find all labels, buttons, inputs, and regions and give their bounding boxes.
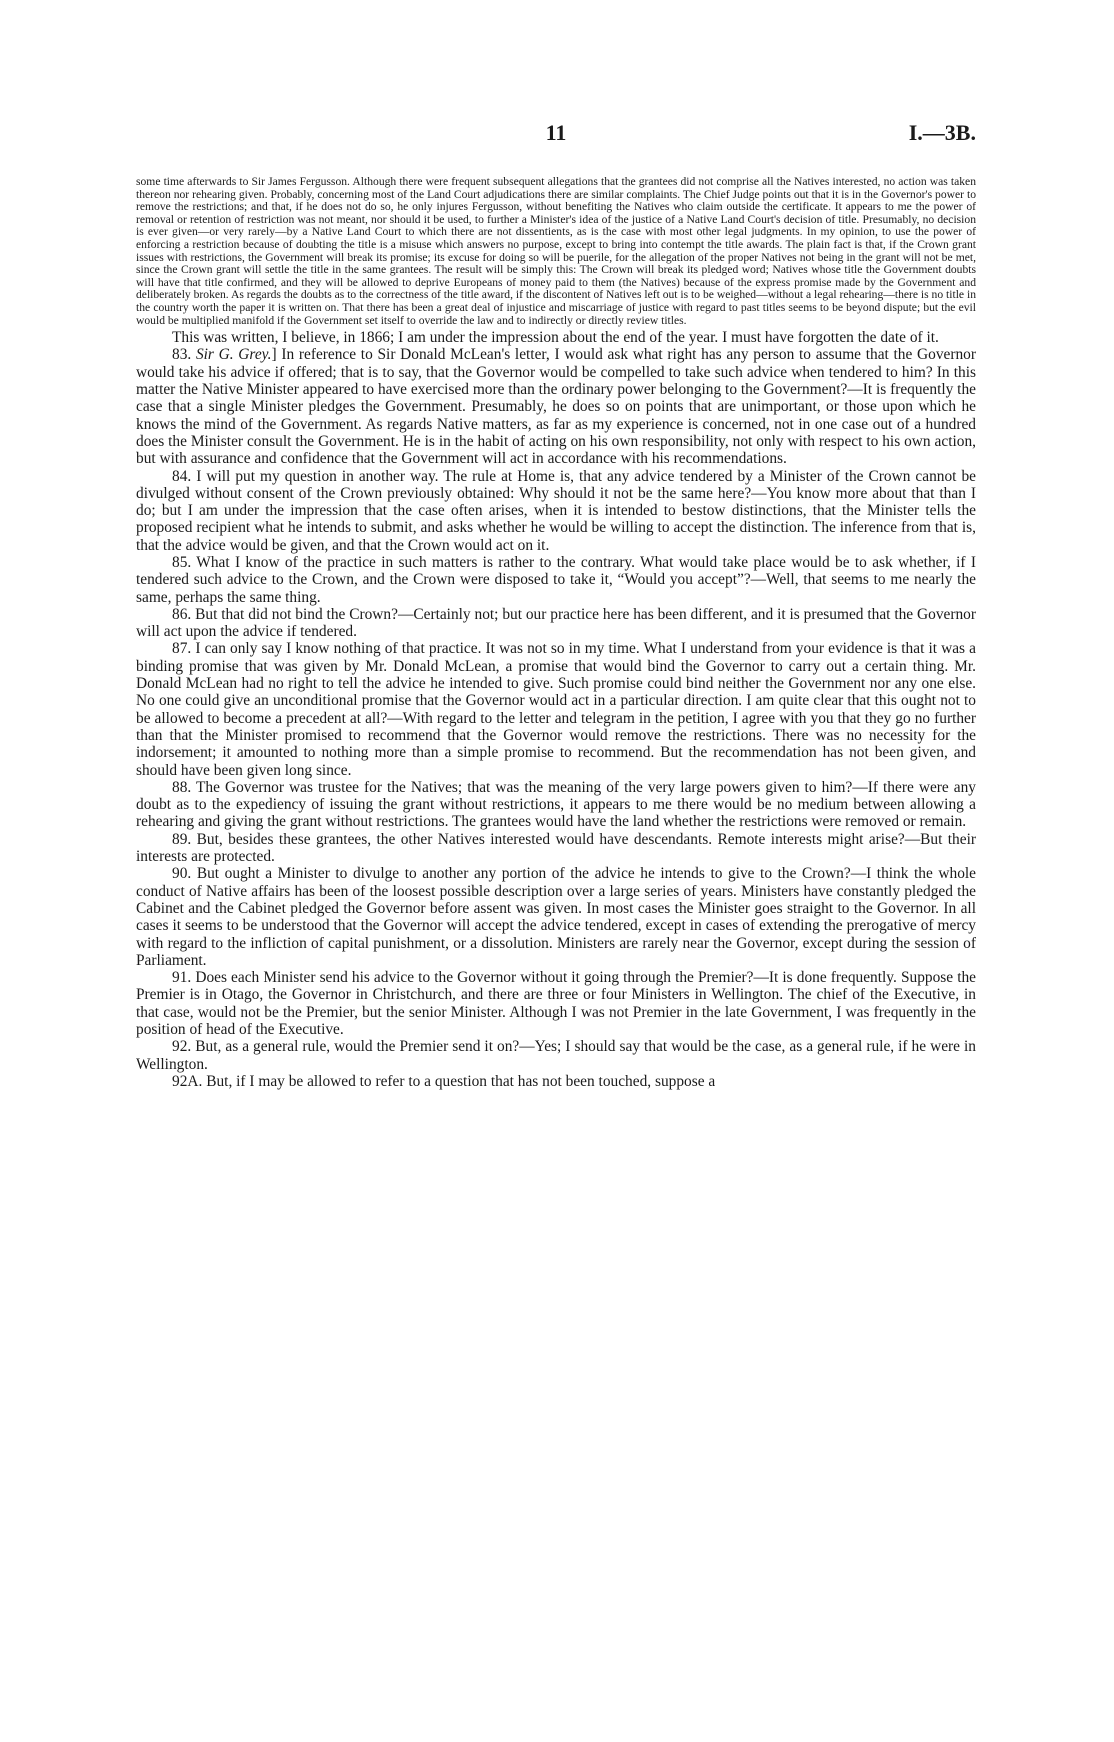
page-header [136, 120, 976, 148]
evidence-paragraph [136, 831, 976, 866]
evidence-paragraph [136, 329, 976, 346]
evidence-paragraph [136, 865, 976, 969]
question-number: 90. [172, 865, 197, 883]
page-number: 11 [545, 120, 567, 145]
question-number: 92A. [172, 1072, 207, 1090]
paragraph-text: But, as a general rule, would the Premier send it on?—Yes; I should say that would be the case, as a general rule, if he were in Wellington. [136, 1038, 976, 1073]
evidence-paragraph [136, 1073, 976, 1090]
document-reference: I.—3B. [908, 120, 976, 145]
question-number: 84. [172, 467, 197, 485]
paragraph-text: But that did not bind the Crown?—Certainly not; but our practice here has been different, and it is presumed that the Governor will act upon the advice if tendered. [136, 605, 976, 641]
question-number: 92. [172, 1038, 196, 1056]
evidence-paragraphs [136, 329, 976, 1090]
question-number: 89. [172, 830, 197, 848]
question-number: 91. [172, 969, 196, 987]
paragraph-text: Does each Minister send his advice to the Governor without it going through the Premier?—It is done frequently. Suppose the Premier is in Otago, the Governor in Christchurch, and there are three or four Ministers in Wellington. The chief of the Executive, in that case, would not be the Premier, but the senior Minister. Although I was not Premier in the late Government, I was frequently in the position of head of the Executive. [136, 969, 976, 1038]
paragraph-text: ] In reference to Sir Donald McLean's letter, I would ask what right has any person to assume that the Governor would take his advice if offered; that is to say, that the Governor would be compelled to take such advice when tendered to him? In this matter the Native Minister appeared to have exercised more than the ordinary power belonging to the Government?—It is frequently the case that a single Minister pledges the Government. Presumably, he does so on points that are unimportant, or those upon which he knows the mind of the Government. As regards Native matters, as far as my experience is concerned, not in one case out of a hundred does the Minister consult the Government. He is in the habit of acting on his own responsibility, not only with respect to his own action, but with assurance and confidence that the Government will act in accordance with his recommendations. [136, 346, 976, 468]
question-number: 86. [172, 605, 196, 623]
paragraph-text: But, if I may be allowed to refer to a question that has not been touched, suppose a [206, 1072, 716, 1090]
evidence-paragraph [136, 346, 976, 467]
evidence-paragraph [136, 779, 976, 831]
paragraph-text: But, besides these grantees, the other Natives interested would have descendants. Remote interests might arise?—But their interests are protected. [136, 830, 976, 866]
paragraph-text: I can only say I know nothing of that practice. It was not so in my time. What I understand from your evidence is that it was a binding promise that was given by Mr. Donald McLean, a promise that would bind the Governor to carry out a certain thing. Mr. Donald McLean had no right to tell the advice he intended to give. Such promise could bind neither the Government nor any one else. No one could give an unconditional promise that the Governor would act in a particular direction. I am quite clear that this ought not to be allowed to become a precedent at all?—With regard to the letter and telegram in the petition, I agree with you that they go no further than that the Minister promised to recommend that the Governor would remove the restrictions. There was no necessity for the indorsement; it amounted to nothing more than a simple promise to recommend. But the recommendation has not been given, and should have been given long since. [136, 640, 976, 779]
paragraph-text: But ought a Minister to divulge to another any portion of the advice he intends to give to the Crown?—I think the whole conduct of Native affairs has been of the loosest possible description over a large series of years. Ministers have constantly pledged the Cabinet and the Cabinet pledged the Governor before assent was given. In most cases the Minister goes straight to the Governor. In all cases it seems to be understood that the Governor will accept the advice tendered, except in cases of extending the prerogative of mercy with regard to the infliction of capital punishment, or a dissolution. Ministers are rarely near the Governor, except during the session of Parliament. [136, 865, 977, 969]
paragraph-text: The Governor was trustee for the Natives; that was the meaning of the very large powers given to him?—If there were any doubt as to the expediency of issuing the grant without restrictions, it appears to me there would be no medium between allowing a rehearing and giving the grant without restrictions. The grantees would have the land whether the restrictions were removed or remain. [136, 778, 976, 831]
paragraph-text: I will put my question in another way. The rule at Home is, that any advice tendered by a Minister of the Crown cannot be divulged without consent of the Crown previously obtained: Why should it not be the same here?—You know more about that than I do; but I am under the impression that the case often arises, when it is intended to bestow distinctions, that the Minister tells the proposed recipient what he intends to submit, and asks whether he would be willing to accept the distinction. The inference from that is, that the advice would be given, and that the Crown would act on it. [136, 467, 976, 554]
question-number: 83. [172, 346, 196, 364]
evidence-paragraph [136, 606, 976, 641]
document-body [136, 176, 976, 1090]
evidence-paragraph [136, 1038, 976, 1073]
evidence-paragraph [136, 554, 976, 606]
evidence-paragraph [136, 969, 976, 1038]
question-number: 85. [172, 553, 197, 571]
speaker-name: Sir G. Grey. [195, 346, 272, 364]
quoted-letter: some time afterwards to Sir James Fergusson. Although there were frequent subsequent allegations that the grantees did not comprise all the Natives interested, no action was taken thereon nor rehearing given. Probably, concerning most of the Land Court adjudications there are similar complaints. The Chief Judge points out that it is in the Governor's power to remove the restrictions; and that, if he does not do so, he only injures Fergusson, without benefiting the Natives who claim outside the certificate. It appears to me the power of removal or retention of restriction was not meant, nor should it be used, to further a Minister's idea of the justice of a Native Land Court's decision of title. Presumably, no decision is ever given—or very rarely—by a Native Land Court to which there are not dissentients, as is the case with most other legal judgments. In my opinion, to use the power of enforcing a restriction because of doubting the title is a misuse which answers no purpose, except to bring into contempt the title awards. The plain fact is that, if the Crown grant issues with restrictions, the Government will break its promise; its excuse for doing so will be puerile, for the allegation of the proper Natives not being in the grant will not be met, since the Crown grant will settle the title in the same grantees. The result will be simply this: The Crown will break its pledged word; Natives whose title the Government doubts will have that title confirmed, and they will be allowed to deprive Europeans of money paid to them (the Natives) because of the express promise made by the Government and deliberately broken. As regards the doubts as to the correctness of the title award, if the discontent of Natives left out is to be weighed—without a legal rehearing—there is no title in the country worth the paper it is written on. That there has been a great deal of injustice and miscarriage of justice with regard to past titles seems to be beyond dispute; but the evil would be multiplied manifold if the Government set itself to override the law and to indirectly or directly review titles. [136, 175, 976, 327]
question-number: 88. [172, 778, 197, 796]
paragraph-text: What I know of the practice in such matters is rather to the contrary. What would take place would be to ask whether, if I tendered such advice to the Crown, and the Crown were disposed to take it, “Would you accept”?—Well, that seems to me nearly the same, perhaps the same thing. [136, 553, 976, 606]
question-number: 87. [172, 640, 196, 658]
evidence-paragraph [136, 640, 976, 778]
paragraph-text: This was written, I believe, in 1866; I am under the impression about the end of the year. I must have forgotten the date of it. [172, 329, 939, 347]
evidence-paragraph [136, 468, 976, 554]
